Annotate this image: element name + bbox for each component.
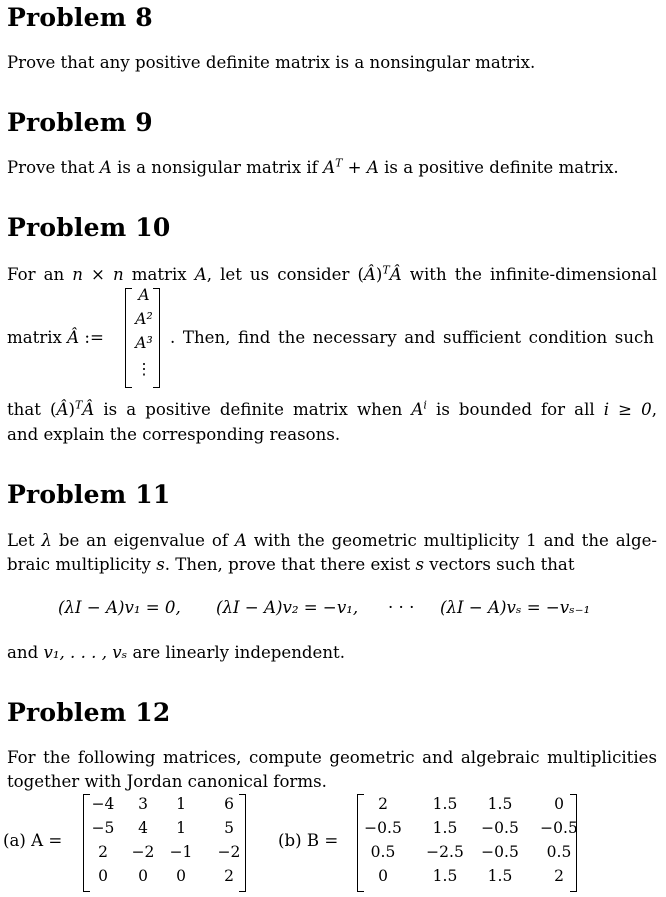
- problem-11-line-2: braic multiplicity s. Then, prove that there exist s vectors such that: [7, 555, 575, 574]
- equation-dots: · · ·: [388, 598, 415, 617]
- matrix-b-cell: 2: [554, 867, 564, 885]
- problem-12-line-2: together with Jordan canonical forms.: [7, 772, 327, 791]
- matrix-b-cell: 0.5: [370, 843, 396, 861]
- column-entry: A³: [135, 334, 153, 352]
- equation-3: (λI − A)vₛ = −vₛ₋₁: [440, 598, 591, 617]
- matrix-b-cell: 1.5: [432, 795, 458, 813]
- matrix-a-cell: −2: [217, 843, 241, 861]
- problem-9-heading: Problem 9: [7, 108, 153, 137]
- problem-12-heading: Problem 12: [7, 698, 171, 727]
- equation-2: (λI − A)v₂ = −v₁,: [216, 598, 359, 617]
- matrix-b-cell: 2: [378, 795, 388, 813]
- matrix-a-cell: 2: [98, 843, 108, 861]
- column-entry: A: [138, 286, 150, 304]
- matrix-a-cell: 0: [138, 867, 148, 885]
- matrix-a-cell: −2: [131, 843, 155, 861]
- equation-1: (λI − A)v₁ = 0,: [58, 598, 181, 617]
- column-entry: ⋮: [136, 360, 152, 378]
- matrix-a-cell: 4: [138, 819, 148, 837]
- matrix-a-cell: −5: [91, 819, 115, 837]
- matrix-b-cell: 1.5: [432, 819, 458, 837]
- matrix-a-cell: −1: [169, 843, 193, 861]
- matrix-b-cell: −0.5: [481, 819, 519, 837]
- problem-9-text: Prove that A is a nonsigular matrix if $A^T + A$ is a positive definite matrix.: [7, 156, 619, 177]
- matrix-a-cell: −4: [91, 795, 115, 813]
- problem-8-heading: Problem 8: [7, 3, 153, 32]
- problem-10-line-4: and explain the corresponding reasons.: [7, 425, 341, 444]
- matrix-a-cell: 5: [224, 819, 234, 837]
- column-entry: A²: [135, 310, 153, 328]
- matrix-a-cell: 3: [138, 795, 148, 813]
- problem-8-text: Prove that any positive definite matrix is a nonsingular matrix.: [7, 53, 536, 72]
- matrix-b-cell: 0: [554, 795, 564, 813]
- problem-10-line-3: that (Â)$^T$Â is a positive definite matrix when $A^i$ is bounded for all i ≥ 0,: [7, 398, 657, 419]
- matrix-a-cell: 0: [98, 867, 108, 885]
- matrix-b-cell: −0.5: [481, 843, 519, 861]
- matrix-a-cell: 1: [176, 795, 186, 813]
- matrix-b-cell: −2.5: [426, 843, 464, 861]
- matrix-a-cell: 1: [176, 819, 186, 837]
- matrix-ahat-label: matrix Â :=: [7, 328, 104, 347]
- matrix-a-label: (a) A =: [3, 831, 63, 850]
- matrix-b-label: (b) B =: [278, 831, 339, 850]
- matrix-a-cell: 0: [176, 867, 186, 885]
- matrix-b-cell: −0.5: [540, 819, 578, 837]
- problem-11-heading: Problem 11: [7, 480, 171, 509]
- problem-12-line-1: For the following matrices, compute geometric and algebraic multiplicities: [7, 748, 657, 767]
- matrix-b-cell: 1.5: [432, 867, 458, 885]
- matrix-b-cell: 1.5: [487, 867, 513, 885]
- matrix-b-cell: 0.5: [546, 843, 572, 861]
- matrix-b-cell: 1.5: [487, 795, 513, 813]
- matrix-a-cell: 2: [224, 867, 234, 885]
- matrix-a-cell: 6: [224, 795, 234, 813]
- problem-11-line-1: Let λ be an eigenvalue of A with the geometric multiplicity 1 and the alge-: [7, 531, 657, 550]
- problem-11-line-3: and v₁, . . . , vₛ are linearly independent.: [7, 643, 345, 662]
- problem-10-line-1: For an n × n matrix A, let us consider (Â)$^T$Â with the infinite-dimensional: [7, 263, 657, 284]
- matrix-b-cell: −0.5: [364, 819, 402, 837]
- matrix-b-cell: 0: [378, 867, 388, 885]
- problem-10-heading: Problem 10: [7, 213, 171, 242]
- problem-10-line-2: . Then, find the necessary and sufficient condition such: [170, 328, 654, 347]
